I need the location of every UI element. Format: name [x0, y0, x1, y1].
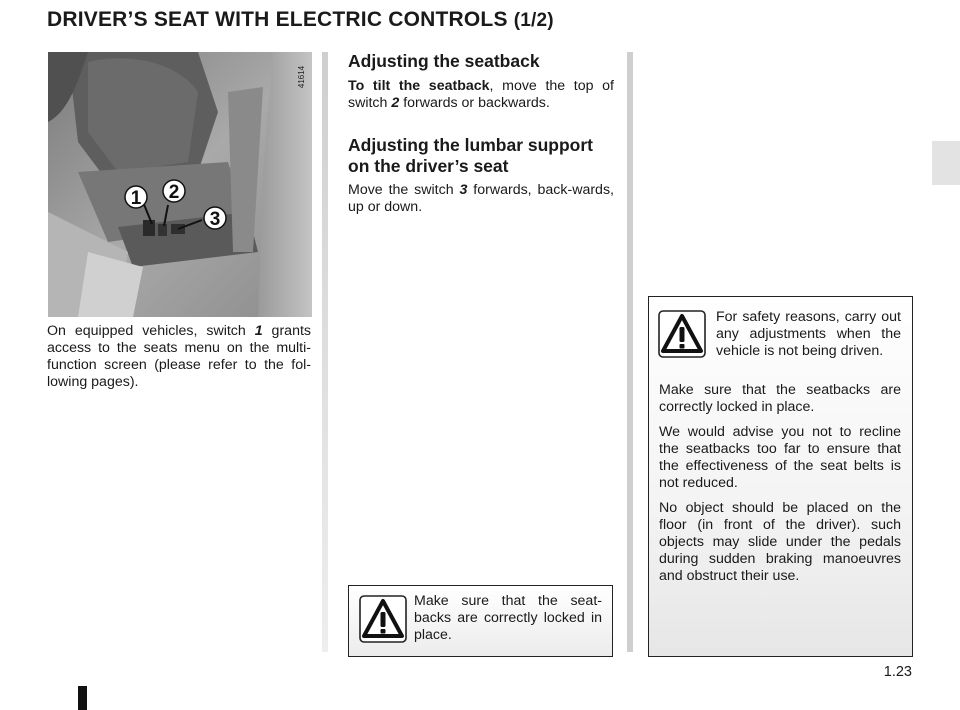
warning-big-lead: For safety reasons, carry out any adjustments when the vehicle is not being driven. [716, 309, 901, 359]
seatback-paragraph [348, 78, 614, 112]
seatback-heading: Adjusting the seatback [348, 51, 540, 71]
column-divider-left [322, 52, 328, 652]
seat-controls-photo [48, 52, 312, 317]
seatback-bold-lead: To tilt the seatback [348, 78, 490, 94]
page-number: 1.23 [883, 664, 912, 680]
lumbar-paragraph [348, 182, 614, 216]
page-title [47, 8, 554, 32]
callout-3: 3 [209, 209, 221, 230]
warning-box-seatbacks [348, 585, 613, 657]
warning-big-paragraph-2: We would advise you not to recline the seatbacks too far to ensure that the effectiveness of the seat belts is not reduced. [659, 424, 901, 491]
warning-big-paragraph-3: No object should be placed on the floor (in front of the driver). such objects may slide under the pedals during sudden braking manoeuvres and obstruct their use. [659, 500, 901, 584]
page-title-text: DRIVER’S SEAT WITH ELECTRIC CONTROLS [47, 8, 508, 31]
callout-2: 2 [168, 182, 180, 203]
seatback-text-2: forwards or backwards. [399, 95, 550, 111]
seatback-switch-number: 2 [391, 95, 400, 111]
page-part-indicator: (1/2) [513, 10, 554, 31]
warning-triangle-icon [359, 595, 407, 643]
column-divider-right [627, 52, 633, 652]
warning-big-paragraph-1: Make sure that the seatbacks are correctly locked in place. [659, 382, 901, 415]
lumbar-text-2: forwards, back-wards, up or down. [348, 182, 614, 215]
warning-triangle-icon [658, 310, 706, 358]
caption-text-2: grants access to the seats menu on the multi-function screen (please refer to the fol-lowing pages). [47, 323, 311, 390]
warning-big-body [659, 382, 901, 593]
seatback-text-1: , move the top of switch [348, 78, 615, 111]
callout-1: 1 [130, 188, 142, 209]
caption-switch-number: 1 [254, 323, 263, 339]
lumbar-text-1: Move the switch [348, 182, 460, 198]
seat-photo-illustration [48, 52, 312, 317]
lumbar-switch-number: 3 [459, 182, 468, 198]
print-corner-mark [78, 686, 87, 710]
lumbar-heading: Adjusting the lumbar support on the driver’s seat [348, 135, 593, 176]
warning-small-text: Make sure that the seat-backs are correctly locked in place. [414, 593, 602, 643]
photo-reference-number: 41614 [297, 65, 306, 89]
warning-box-safety [648, 296, 913, 657]
caption-text-1: On equipped vehicles, switch [47, 323, 255, 339]
photo-caption [47, 323, 311, 391]
chapter-side-tab [932, 141, 960, 185]
